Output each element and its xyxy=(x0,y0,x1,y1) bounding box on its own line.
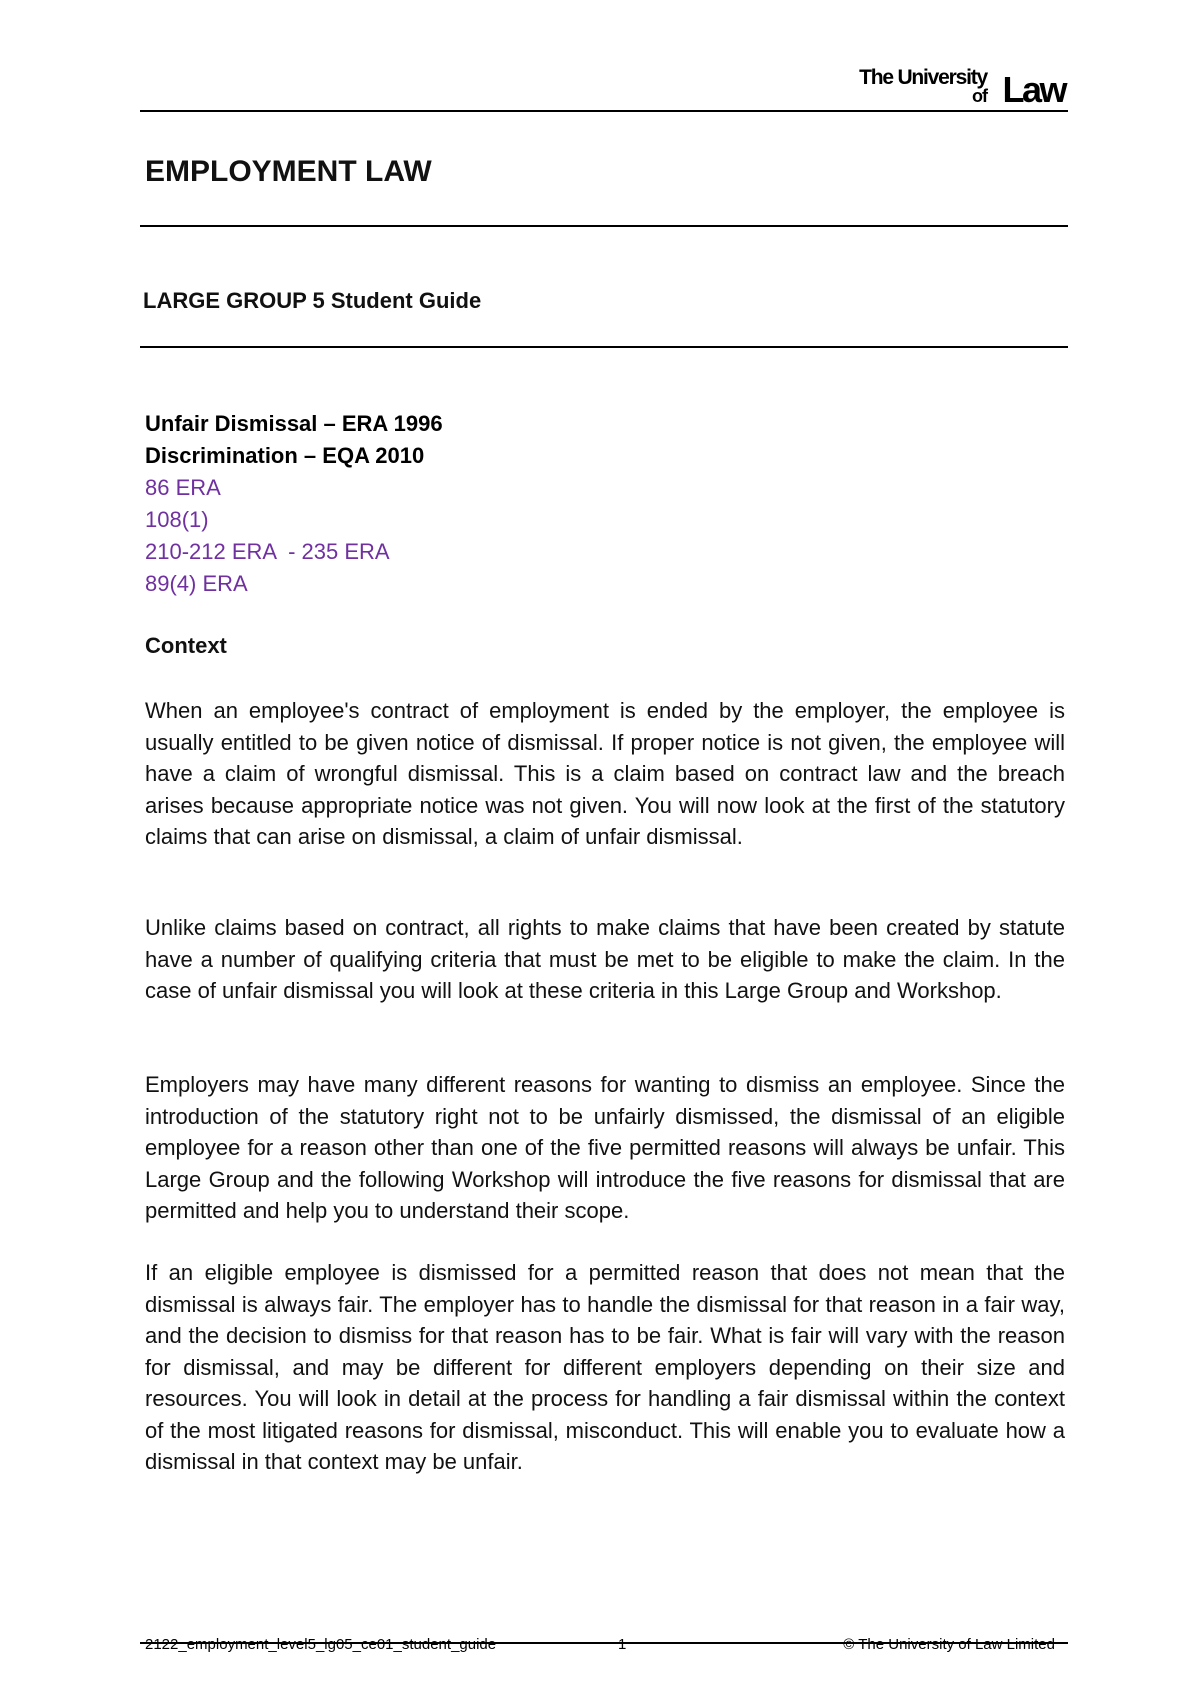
reference-discrimination xyxy=(145,440,443,472)
logo-text-of: of xyxy=(972,86,987,106)
reference-label: Discrimination – xyxy=(145,443,323,468)
header-divider xyxy=(140,110,1068,112)
reference-item: 108(1) xyxy=(145,507,209,532)
university-logo xyxy=(855,66,1065,110)
context-heading: Context xyxy=(145,633,227,658)
context-paragraph: Unlike claims based on contract, all rights to make claims that have been created by statute have a number of qualifying criteria that must be met to be eligible to make the claim. In the case of unfair dismissal you will look at these criteria in this Large Group and Workshop. xyxy=(145,915,1065,1003)
subtitle-divider xyxy=(140,346,1068,348)
footer-doc-code: 2122_employment_level5_lg05_ce01_student_guide xyxy=(145,1636,497,1653)
reference-item: 86 ERA xyxy=(145,475,221,500)
reference-item: 89(4) ERA xyxy=(145,571,248,596)
logo-text-university: The University xyxy=(859,66,987,89)
reference-unfair-dismissal xyxy=(145,408,443,440)
title-divider xyxy=(140,225,1068,227)
page-subtitle: LARGE GROUP 5 Student Guide xyxy=(143,288,482,313)
logo-text-law: Law xyxy=(1002,69,1065,110)
page-title: EMPLOYMENT LAW xyxy=(145,155,432,188)
reference-link-era[interactable]: ERA 1996 xyxy=(341,411,443,436)
reference-link-eqa[interactable]: EQA 2010 xyxy=(322,443,425,468)
context-paragraph: When an employee's contract of employment is ended by the employer, the employee is usually entitled to be given notice of dismissal. If proper notice is not given, the employee will have a claim of wrongful dismissal. This is a claim based on contract law and the breach arises because appropriate notice was not given. You will now look at the first of the statutory claims that can arise on dismissal, a claim of unfair dismissal. xyxy=(145,698,1065,849)
footer-copyright: © The University of Law Limited xyxy=(843,1636,1055,1653)
context-paragraph: Employers may have many different reasons for wanting to dismiss an employee. Since the introduction of the statutory right not to be unfairly dismissed, the dismissal of an eligible employee for a reason other than one of the five permitted reasons will always be unfair. This Large Group and the following Workshop will introduce the five reasons for dismissal that are permitted and help you to understand their scope. xyxy=(145,1072,1065,1223)
reference-item: 210-212 ERA - 235 ERA xyxy=(145,539,390,564)
footer-page-number: 1 xyxy=(618,1636,627,1653)
context-paragraph: If an eligible employee is dismissed for a permitted reason that does not mean that the dismissal is always fair. The employer has to handle the dismissal for that reason in a fair way, and the decision to dismiss for that reason has to be fair. What is fair will vary with the reason for dismissal, and may be different for different employers depending on their size and resources. You will look in detail at the process for handling a fair dismissal within the context of the most litigated reasons for dismissal, misconduct. This will enable you to evaluate how a dismissal in that context may be unfair. xyxy=(145,1260,1065,1474)
reference-label: Unfair Dismissal – xyxy=(145,411,342,436)
references-block xyxy=(145,408,443,600)
